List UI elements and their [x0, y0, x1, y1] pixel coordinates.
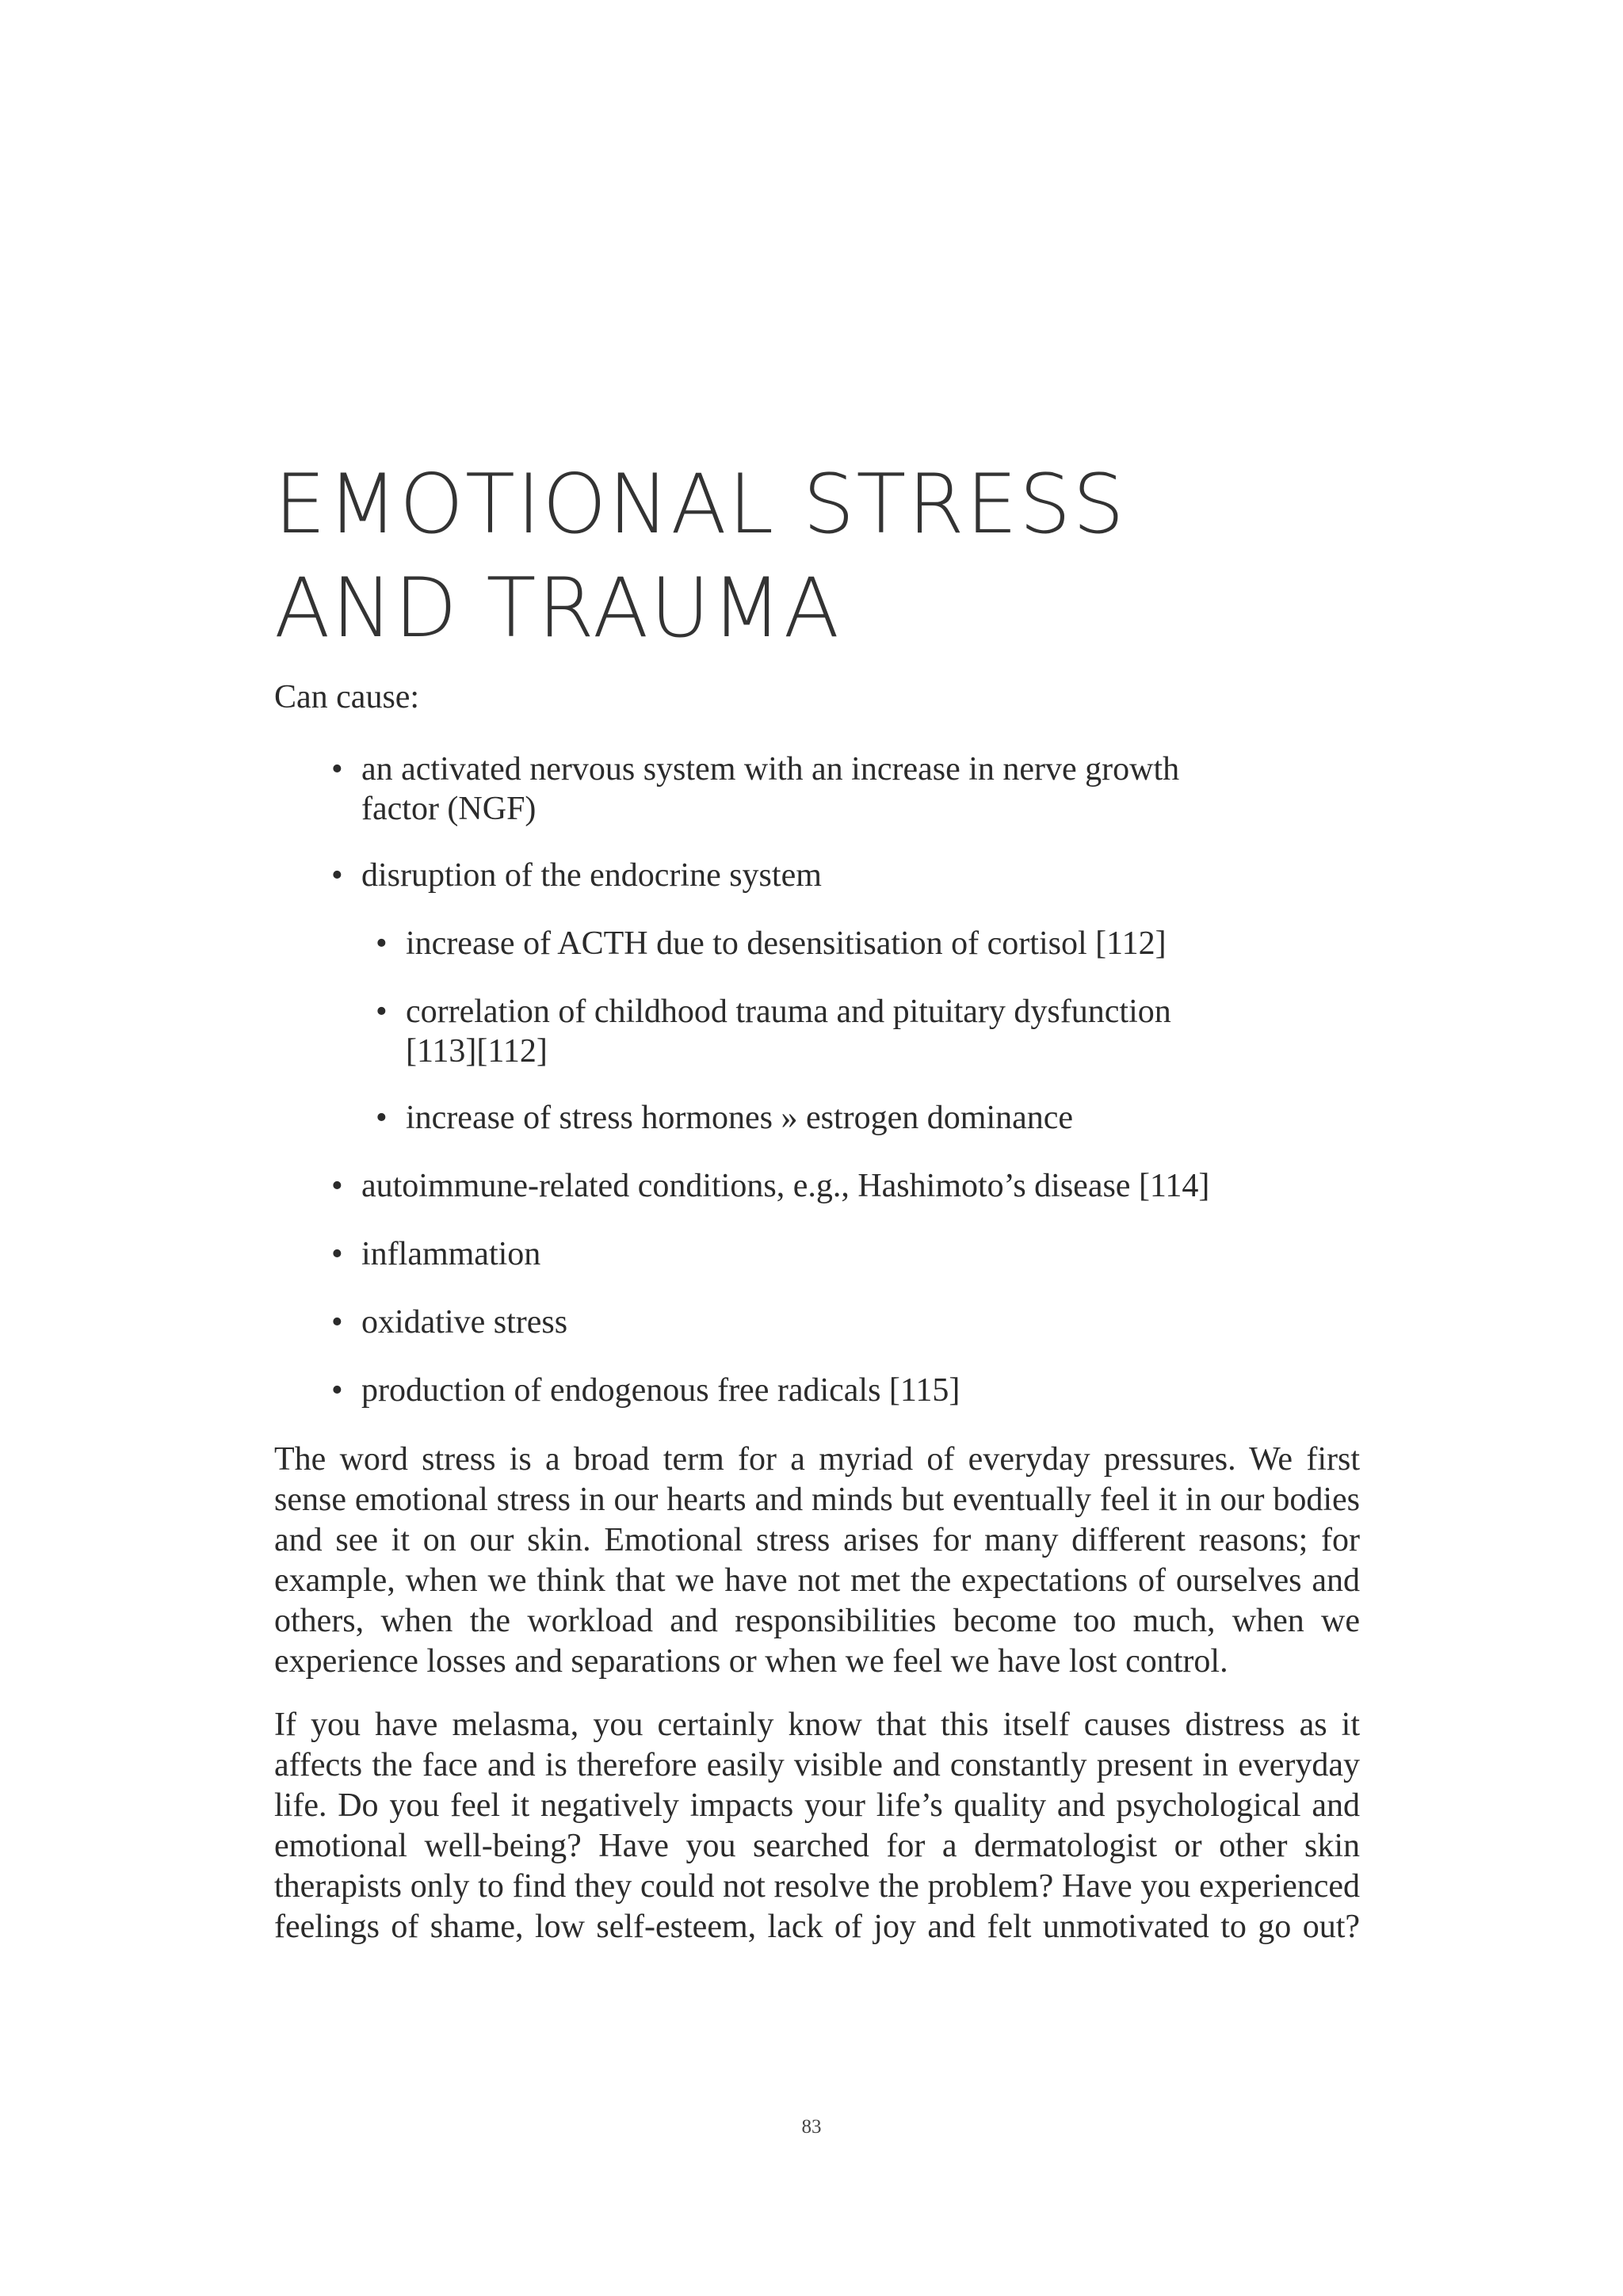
- list-item-text: disruption of the endocrine system: [361, 857, 822, 894]
- list-item: [331, 749, 1312, 829]
- list-item-text: autoimmune-related conditions, e.g., Hashimoto’s disease [114]: [361, 1168, 1210, 1204]
- page-number: 83: [801, 2116, 822, 2138]
- list-item-text: increase of ACTH due to desensitisation of cortisol [112]: [406, 925, 1167, 962]
- sub-list-item: [376, 1098, 1357, 1138]
- list-item-text: an activated nervous system with an increase in nerve growth factor (NGF): [361, 751, 1180, 827]
- page-title: [274, 453, 1384, 661]
- bullet-icon: •: [331, 1304, 343, 1341]
- list-item: [331, 1234, 1312, 1274]
- page-title-line-2: AND TRAUMA: [274, 561, 842, 656]
- bullet-icon: •: [331, 857, 343, 894]
- bullet-icon: •: [331, 751, 343, 788]
- list-item-text: production of endogenous free radicals [115]: [361, 1372, 960, 1409]
- lead-text: Can cause:: [274, 679, 420, 715]
- page-title-line-1: EMOTIONAL STRESS: [274, 457, 1126, 552]
- list-item-text: oxidative stress: [361, 1304, 568, 1341]
- bullet-icon: •: [331, 1168, 343, 1204]
- sub-list-item: [376, 924, 1357, 963]
- bullet-icon: •: [376, 994, 388, 1030]
- list-item-text: correlation of childhood trauma and pituitary dysfunction [113][112]: [406, 994, 1171, 1070]
- list-item: [331, 1166, 1312, 1206]
- bullet-icon: •: [376, 1100, 388, 1136]
- bullet-icon: •: [331, 1236, 343, 1272]
- bullet-icon: •: [376, 925, 388, 962]
- list-item-text: inflammation: [361, 1236, 541, 1272]
- bullet-icon: •: [331, 1372, 343, 1409]
- list-item: [331, 1371, 1312, 1410]
- body-paragraph: If you have melasma, you certainly know that this itself causes distress as it affects the face and is therefore easily visible and constantly present in everyday life. Do you feel it negatively impacts your life’s quality and psychological and emotional well-being? Have you searched for a dermatologist or other skin therapists only to find they could not resolve the problem? Have you experienced feelings of shame, low self-esteem, lack of joy and felt unmotivated to go out?: [274, 1707, 1360, 1945]
- body-paragraph: The word stress is a broad term for a myriad of everyday pressures. We first sense emotional stress in our hearts and minds but eventually feel it in our bodies and see it on our skin. Emotional stress arises for many different reasons; for example, when we think that we have not met the expectations of ourselves and others, when the workload and responsibilities become too much, when we experience losses and separations or when we feel we have lost control.: [274, 1441, 1360, 1680]
- list-item-text: increase of stress hormones » estrogen dominance: [406, 1100, 1074, 1136]
- sub-list-item: [376, 992, 1357, 1071]
- list-item: [331, 1302, 1312, 1342]
- list-item: [331, 856, 1312, 895]
